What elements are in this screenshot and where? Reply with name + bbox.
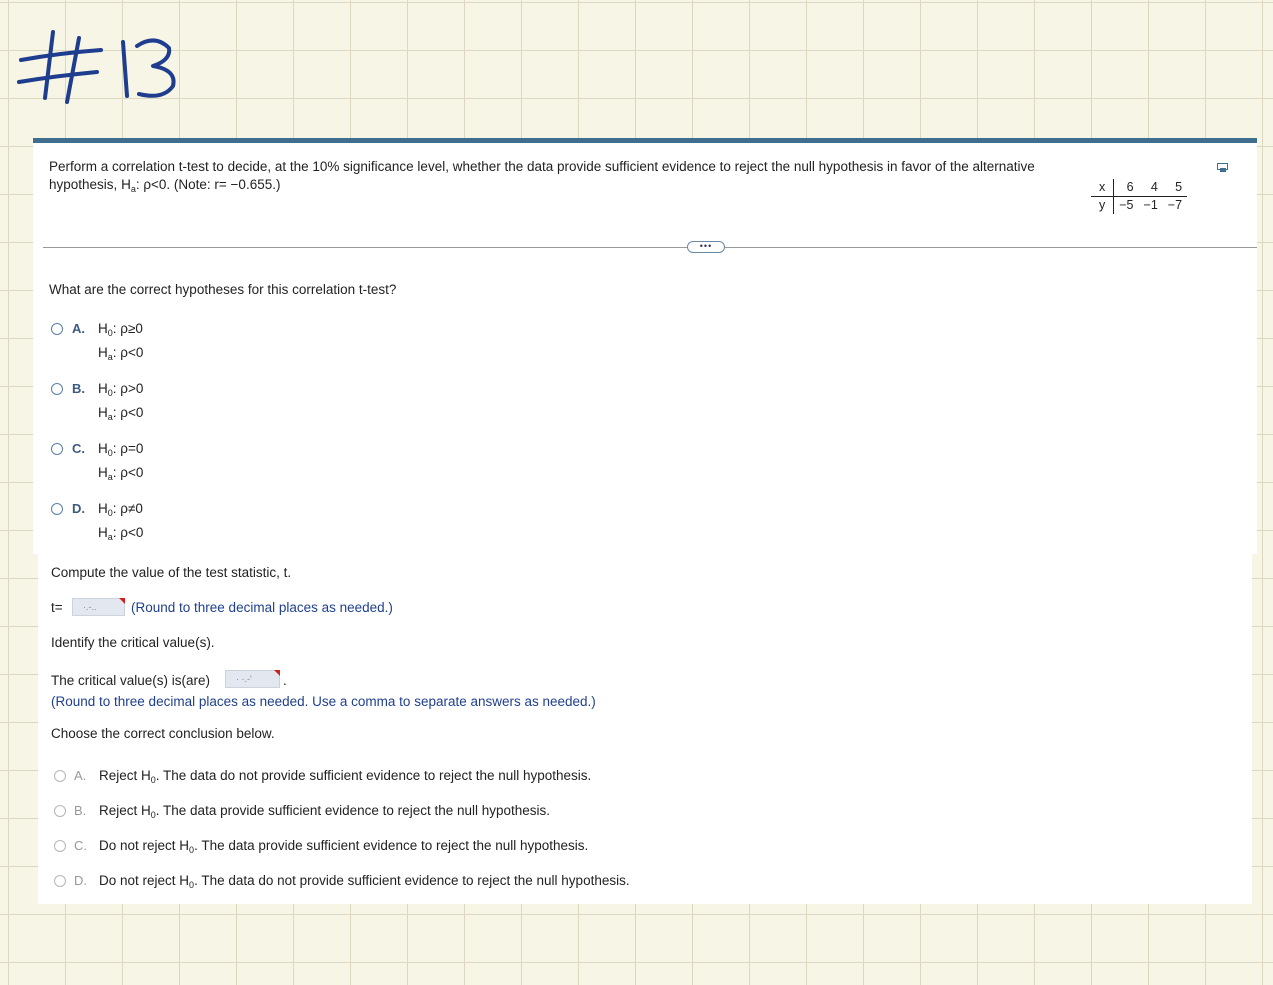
conclusion-prompt: Choose the correct conclusion below.: [51, 726, 275, 741]
t-hint: (Round to three decimal places as needed.): [131, 600, 393, 615]
option-a-h0: $H_0$: ρ≥0: [98, 321, 143, 338]
radio-conclusion-b[interactable]: [54, 805, 66, 817]
option-b-h0: $H_0$: ρ>0: [98, 381, 144, 398]
option-letter: B.: [72, 381, 85, 396]
t-answer-input[interactable]: ·.-..: [72, 598, 125, 616]
critical-period: .: [283, 673, 287, 688]
critical-label: The critical value(s) is(are): [51, 673, 211, 688]
svg-text:#13: #13: [15, 20, 17, 21]
conclusion-b-text: Reject $H_0$. The data provide sufficient evidence to reject the null hypothesis.: [99, 803, 551, 820]
compute-prompt: Compute the value of the test statistic, t.: [51, 565, 292, 580]
question-hypotheses: What are the correct hypotheses for this correlation t-test?: [49, 282, 397, 297]
radio-hypothesis-c[interactable]: [51, 443, 63, 455]
x-value: 5: [1163, 179, 1187, 197]
option-letter: C.: [72, 441, 85, 456]
data-table: [1091, 179, 1187, 214]
y-label: y: [1091, 197, 1114, 215]
question-panel: [33, 138, 1257, 554]
option-letter: A.: [74, 768, 87, 783]
radio-conclusion-c[interactable]: [54, 840, 66, 852]
x-value: 4: [1139, 179, 1163, 197]
radio-hypothesis-b[interactable]: [51, 383, 63, 395]
option-d-ha: $H_a$: ρ<0: [98, 525, 144, 542]
y-value: −7: [1167, 198, 1183, 212]
problem-statement: Perform a correlation t-test to decide, at the 10% significance level, whether the data provide sufficient evidence to reject the null hypothesis in favor of the alternative hypothesis, $H_a$: ρ<0. (Note: r= −0.655.): [49, 159, 1035, 194]
answer-panel: [38, 554, 1252, 904]
y-value: −1: [1143, 198, 1158, 212]
y-value: −5: [1119, 198, 1134, 212]
more-button[interactable]: •••: [687, 241, 725, 253]
critical-answer-input[interactable]: · ·.-': [225, 670, 280, 688]
conclusion-c-text: Do not reject $H_0$. The data provide sufficient evidence to reject the null hypothesis.: [99, 838, 589, 855]
copy-icon[interactable]: [1217, 163, 1229, 173]
critical-prompt: Identify the critical value(s).: [51, 635, 215, 650]
x-label: x: [1091, 179, 1114, 197]
x-value: 6: [1114, 179, 1139, 197]
option-c-h0: $H_0$: ρ=0: [98, 441, 144, 458]
option-d-h0: $H_0$: ρ≠0: [98, 501, 143, 518]
option-letter: B.: [74, 803, 87, 818]
critical-hint: (Round to three decimal places as needed. Use a comma to separate answers as needed.): [51, 694, 596, 709]
option-c-ha: $H_a$: ρ<0: [98, 465, 144, 482]
option-letter: C.: [74, 838, 87, 853]
option-a-ha: $H_a$: ρ<0: [98, 345, 144, 362]
radio-hypothesis-d[interactable]: [51, 503, 63, 515]
radio-hypothesis-a[interactable]: [51, 323, 63, 335]
radio-conclusion-d[interactable]: [54, 875, 66, 887]
option-letter: D.: [72, 501, 85, 516]
conclusion-d-text: Do not reject $H_0$. The data do not provide sufficient evidence to reject the null hypothesis.: [99, 873, 630, 890]
radio-conclusion-a[interactable]: [54, 770, 66, 782]
conclusion-a-text: Reject $H_0$. The data do not provide sufficient evidence to reject the null hypothesis.: [99, 768, 592, 785]
handwritten-note: [15, 20, 185, 110]
option-letter: A.: [72, 321, 85, 336]
divider: [43, 247, 1257, 248]
t-label: t=: [51, 600, 63, 615]
option-b-ha: $H_a$: ρ<0: [98, 405, 144, 422]
option-letter: D.: [74, 873, 87, 888]
